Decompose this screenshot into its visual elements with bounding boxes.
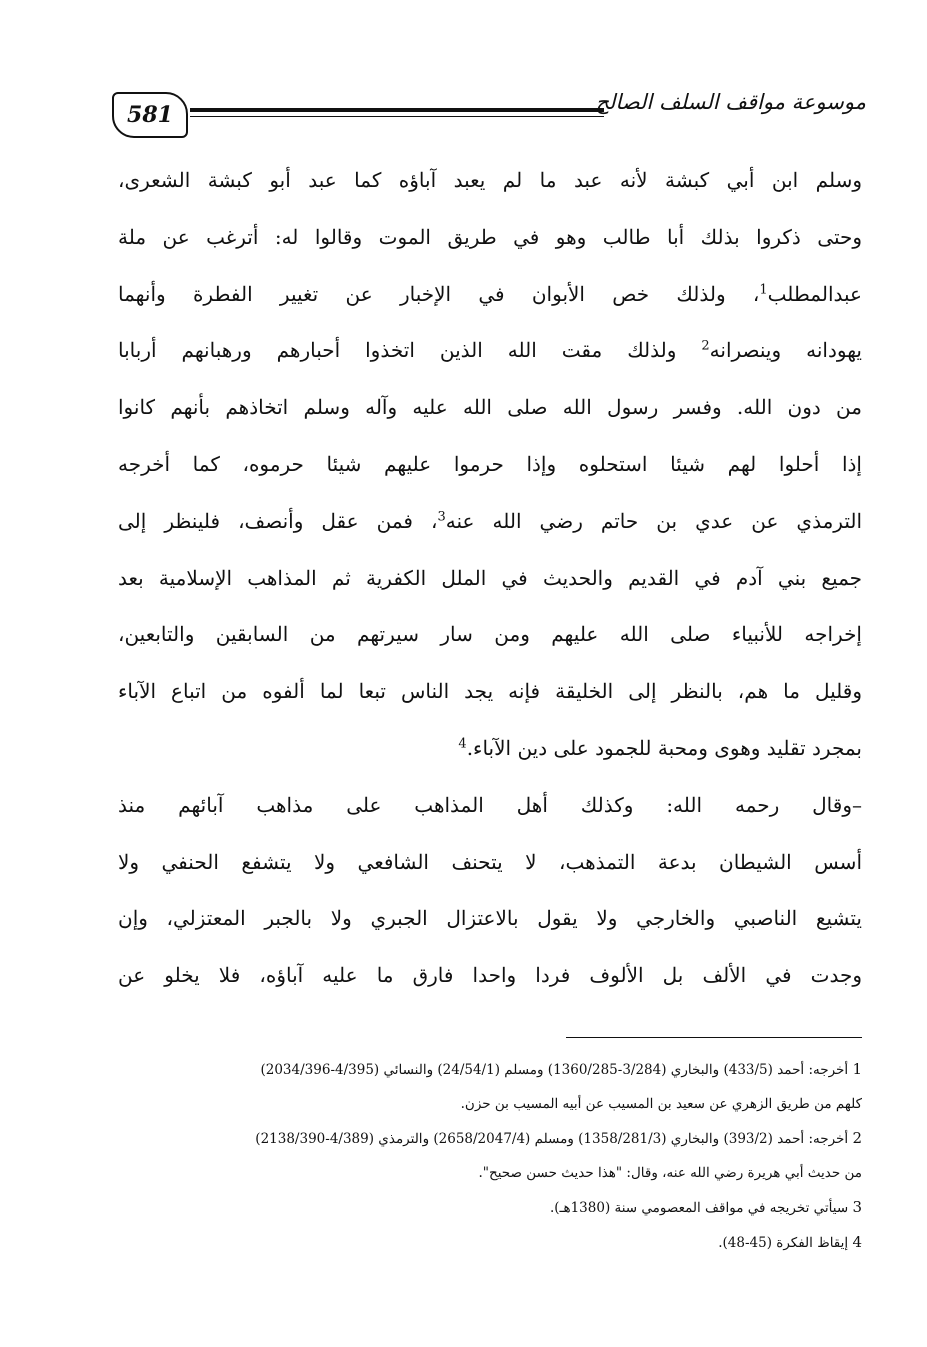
text-segment: ، فمن عقل وأنصف، فلينظر إلى bbox=[118, 508, 438, 533]
text-line: إذا أحلوا لهم شيئا استحلوه وإذا حرموا عليهم شيئا حرموه، كما أخرجه bbox=[118, 451, 862, 476]
text-line: يتشيع الناصبي والخارجي ولا يقول بالاعتزال الجبري ولا بالجبر المعتزلي، وإن bbox=[118, 906, 862, 931]
footnote-number: 1 bbox=[852, 1060, 862, 1078]
footnote-text: أخرجه: أحمد (433/5) والبخاري (3/284-1360/285) ومسلم (24/54/1) والنسائي (4/395-2034/396) bbox=[260, 1062, 849, 1078]
text-segment: عبدالمطلب bbox=[767, 281, 862, 306]
footnote bbox=[118, 1052, 862, 1087]
text-line: جميع بني آدم في القديم والحديث في الملل الكفرية ثم المذاهب الإسلامية بعد bbox=[118, 565, 862, 590]
footnote-number: 4 bbox=[852, 1232, 862, 1251]
footnote-text: سيأتي تخريجه في مواقف المعصومي سنة (1380هـ). bbox=[549, 1200, 849, 1216]
text-line: من دون الله. وفسر رسول الله صلى الله عليه وآله وسلم اتخاذهم بأنهم كانوا bbox=[118, 395, 862, 420]
text-line: إخراجه للأنبياء صلى الله عليهم ومن سار سيرتهم من السابقين والتابعين، bbox=[118, 622, 862, 647]
footnote bbox=[118, 1121, 862, 1156]
text-line bbox=[118, 266, 862, 323]
text-segment: ولذلك مقت الله الذين اتخذوا أحبارهم ورهبانهم أربابا bbox=[118, 338, 677, 363]
header-rule bbox=[190, 108, 604, 112]
text-line: وجدت في الألف بل الألوف فردا واحدا فارق ما عليه آباؤه، فلا يخلو عن bbox=[118, 963, 862, 988]
text-line: أسس الشيطان بدعة التمذهب، لا يتحنف الشافعي ولا يتشفع الحنفي ولا bbox=[118, 849, 862, 874]
footnote bbox=[118, 1190, 862, 1225]
running-title: موسوعة مواقف السلف الصالح bbox=[595, 90, 866, 114]
text-line bbox=[118, 322, 862, 379]
footnote bbox=[118, 1156, 862, 1191]
footnotes bbox=[118, 1052, 862, 1259]
footnote-text: كلهم من طريق الزهري عن سعيد بن المسيب عن أبيه المسيب بن حزن. bbox=[460, 1095, 862, 1112]
text-segment: ، ولذلك خص الأبوان في الإخبار عن تغيير الفطرة وأنهما bbox=[118, 281, 760, 306]
footnote bbox=[118, 1087, 862, 1122]
header-rule-thin bbox=[190, 116, 604, 117]
footnote-ref[interactable]: 4 bbox=[458, 736, 467, 752]
text-line: وسلم ابن أبي كبشة لأنه عبد ما لم يعبد آباؤه كما عبد أبو كبشة الشعرى، bbox=[118, 168, 862, 192]
text-line: –وقال رحمه الله: وكذلك أهل المذاهب على مذاهب آبائهم منذ bbox=[118, 792, 862, 817]
footnote-ref[interactable]: 3 bbox=[437, 509, 446, 525]
footnote bbox=[118, 1225, 862, 1260]
text-segment: بمجرد تقليد وهوى ومحبة للجمود على دين الآباء. bbox=[466, 735, 862, 760]
footnote-text: إيقاظ الفكرة (45-48). bbox=[718, 1234, 849, 1251]
footnote-number: 3 bbox=[852, 1198, 862, 1216]
footnote-separator bbox=[566, 1037, 862, 1038]
text-segment: الترمذي عن عدي بن حاتم رضي الله عنه bbox=[445, 508, 862, 533]
text-segment: يهودانه وينصرانه bbox=[709, 338, 862, 363]
page-header bbox=[112, 82, 866, 144]
footnote-text: من حديث أبي هريرة رضي الله عنه، وقال: "هذا حديث حسن صحيح". bbox=[478, 1164, 862, 1181]
footnote-ref[interactable]: 2 bbox=[701, 338, 710, 354]
text-line: وقليل ما هم، بالنظر إلى الخليقة فإنه يجد الناس تبعا لما ألفوه من اتباع الآباء bbox=[118, 679, 862, 704]
text-line bbox=[118, 493, 862, 550]
footnote-ref[interactable]: 1 bbox=[759, 281, 768, 297]
main-text bbox=[118, 152, 862, 1004]
page-number: 581 bbox=[112, 92, 188, 138]
text-line: وحتى ذكروا بذلك أبا طالب وهو في طريق الموت وقالوا له: أترغب عن ملة bbox=[118, 224, 862, 249]
footnote-number: 2 bbox=[852, 1129, 862, 1147]
text-line bbox=[118, 720, 862, 777]
footnote-text: أخرجه: أحمد (393/2) والبخاري (1358/281/3) ومسلم (2658/2047/4) والترمذي (4/389-2138/390) bbox=[255, 1131, 849, 1147]
